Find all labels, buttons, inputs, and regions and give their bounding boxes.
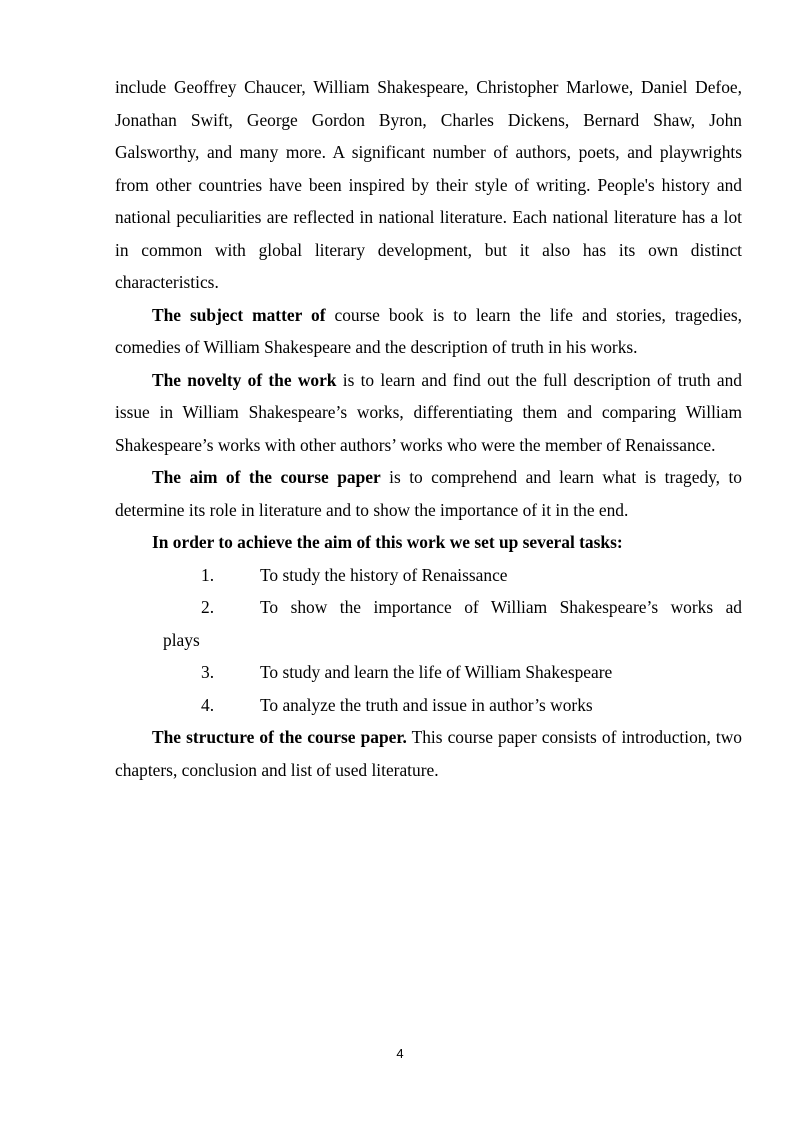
aim-paragraph	[115, 461, 742, 526]
aim-text: is to comprehend and learn what is tragedy, to determine its role in literature and to show the importance of it in the end.	[115, 467, 742, 520]
page-number: 4	[396, 1046, 404, 1061]
task-item-1	[115, 559, 742, 592]
subject-text: course book is to learn the life and stories, tragedies, comedies of William Shakespeare and the description of truth in his works.	[115, 304, 742, 357]
tasks-heading: In order to achieve the aim of this work we set up several tasks:	[152, 532, 623, 552]
task-number: 2.	[201, 597, 215, 617]
aim-lead: The aim of the course paper	[152, 467, 381, 487]
novelty-lead: The novelty of the work	[152, 369, 337, 390]
task-number: 1.	[201, 564, 215, 585]
structure-text: This course paper consists of introduction, two chapters, conclusion and list of used literature.	[115, 727, 742, 780]
task-text-continuation: plays	[163, 629, 200, 650]
task-item-4	[115, 689, 742, 722]
task-item-2	[115, 591, 742, 656]
novelty-text: is to learn and find out the full description of truth and issue in William Shakespeare’s works, differentiating them and comparing William Shakespeare’s works with other authors’ works who were the member of Renaissance.	[115, 369, 742, 455]
structure-lead: The structure of the course paper.	[152, 727, 407, 747]
task-text: To analyze the truth and issue in author’s works	[260, 694, 593, 715]
task-text: To study and learn the life of William Shakespeare	[260, 662, 613, 682]
intro-paragraph: include Geoffrey Chaucer, William Shakespeare, Christopher Marlowe, Daniel Defoe, Jonathan Swift, George Gordon Byron, Charles Dickens, Bernard Shaw, John Galsworthy, and many more. A significant number of authors, poets, and playwrights from other countries have been inspired by their style of writing. People's history and national peculiarities are reflected in national literature. Each national literature has a lot in common with global literary development, but it also has its own distinct characteristics.	[115, 77, 742, 292]
task-text: To study the history of Renaissance	[260, 564, 508, 585]
task-item-3	[115, 656, 742, 689]
task-number: 3.	[201, 662, 215, 682]
body-text	[115, 71, 742, 786]
subject-paragraph	[115, 299, 742, 364]
novelty-paragraph	[115, 364, 742, 462]
task-number: 4.	[201, 694, 215, 715]
subject-lead: The subject matter of	[152, 304, 326, 325]
structure-paragraph	[115, 721, 742, 786]
task-text-line: To show the importance of William Shakespeare’s works ad	[260, 597, 742, 617]
